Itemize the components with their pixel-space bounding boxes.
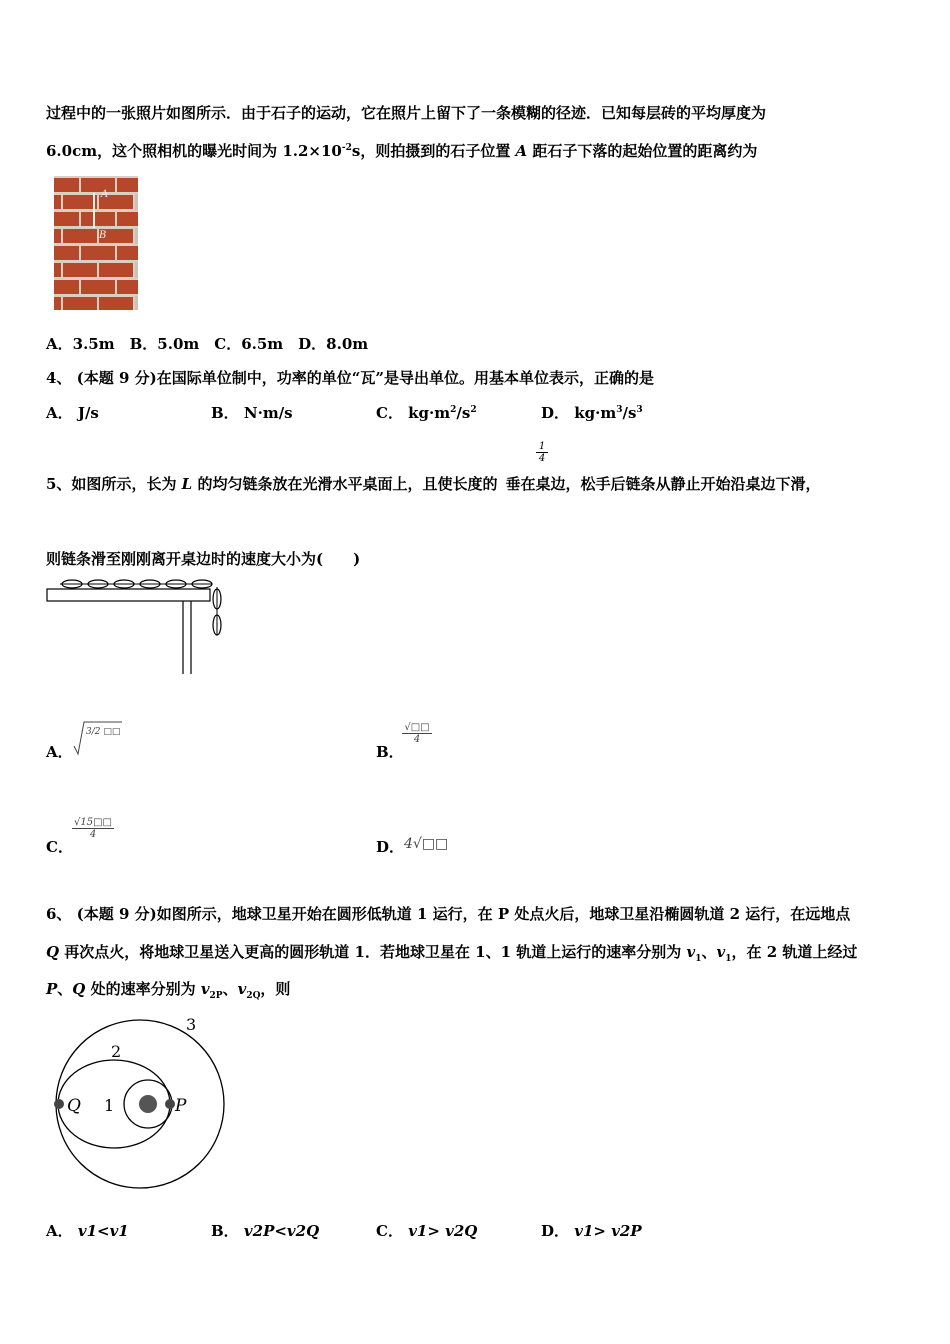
question-6-stem: 6、 (本题 9 分)如图所示，地球卫星开始在圆形低轨道 1 运行，在 P 处点火后，地球卫星沿椭圆轨道 2 运行，在远地点: [46, 905, 851, 923]
q4-option-a: A． J/s: [46, 404, 99, 422]
q5-option-d-formula: 4√□□: [404, 836, 449, 852]
q5-option-a: A．: [46, 743, 73, 761]
question-6-stem-2: Q 再次点火，将地球卫星送入更高的圆形轨道 1．若地球卫星在 1、1 轨道上运行的速率分别为 $v_1$、$v_1$，在 2 轨道上经过: [46, 943, 858, 964]
question-5-stem: 5、如图所示，长为 L 的均匀链条放在光滑水平桌面上，且使长度的 垂在桌边，松手后链条从静止开始沿桌边下滑，: [46, 475, 821, 493]
q4-option-b: B． N·m/s: [211, 404, 293, 422]
q5-option-b-formula: √□□ 4: [402, 722, 432, 745]
q4-option-d: D． $kg\cdot m^3/s^3$: [541, 404, 643, 422]
options-row: A．3.5m B．5.0m C．6.5m D．8.0m: [46, 335, 369, 353]
point-p: P: [175, 1096, 187, 1116]
orbit-label-1: 1: [104, 1096, 115, 1115]
question-5-stem-2: 则链条滑至刚刚离开桌边时的速度大小为( ): [46, 550, 361, 568]
fraction-quarter: $\frac{1}{4}$: [536, 441, 548, 464]
orbit-label-3: 3: [186, 1015, 197, 1034]
question-6-stem-3: P、Q 处的速率分别为 $v_{2P}$、$v_{2Q}$，则: [46, 980, 291, 1001]
q4-option-c: C． $kg\cdot m^2/s^2$: [376, 404, 477, 422]
q5-option-c-formula: $\frac{√15□□}{4}$: [74, 817, 112, 840]
label-b: B: [99, 230, 107, 241]
q6-option-a: A． v1<v1: [46, 1222, 129, 1240]
orbit-label-2: 2: [111, 1042, 122, 1061]
point-q: Q: [67, 1096, 81, 1116]
q6-option-c: C． v1> v2Q: [376, 1222, 478, 1240]
q6-option-d: D． v1> v2P: [541, 1222, 642, 1240]
q5-option-a-formula: [72, 718, 124, 758]
q5-option-c: C．: [46, 838, 73, 856]
svg-text:3/2 □□: 3/2 □□: [86, 727, 121, 737]
q5-option-d: D．: [376, 838, 405, 856]
question-4-stem: 4、 (本题 9 分)在国际单位制中，功率的单位“瓦”是导出单位。用基本单位表示，正确的是: [46, 369, 654, 387]
text-line: 6.0cm，这个照相机的曝光时间为 $1.2\times 10^{-2}s$，则拍摄到的石子位置 A 距石子下落的起始位置的距离约为: [46, 142, 758, 160]
brick-wall-photo: [54, 176, 138, 310]
orbit-figure: [48, 1012, 230, 1194]
q6-option-b: B． v2P<v2Q: [211, 1222, 320, 1240]
q5-option-b: B．: [376, 743, 404, 761]
label-a: A: [101, 189, 109, 200]
text-line: 过程中的一张照片如图所示．由于石子的运动，它在照片上留下了一条模糊的径迹．已知每层砖的平均厚度为: [46, 104, 767, 122]
chain-table-figure: [46, 578, 226, 676]
